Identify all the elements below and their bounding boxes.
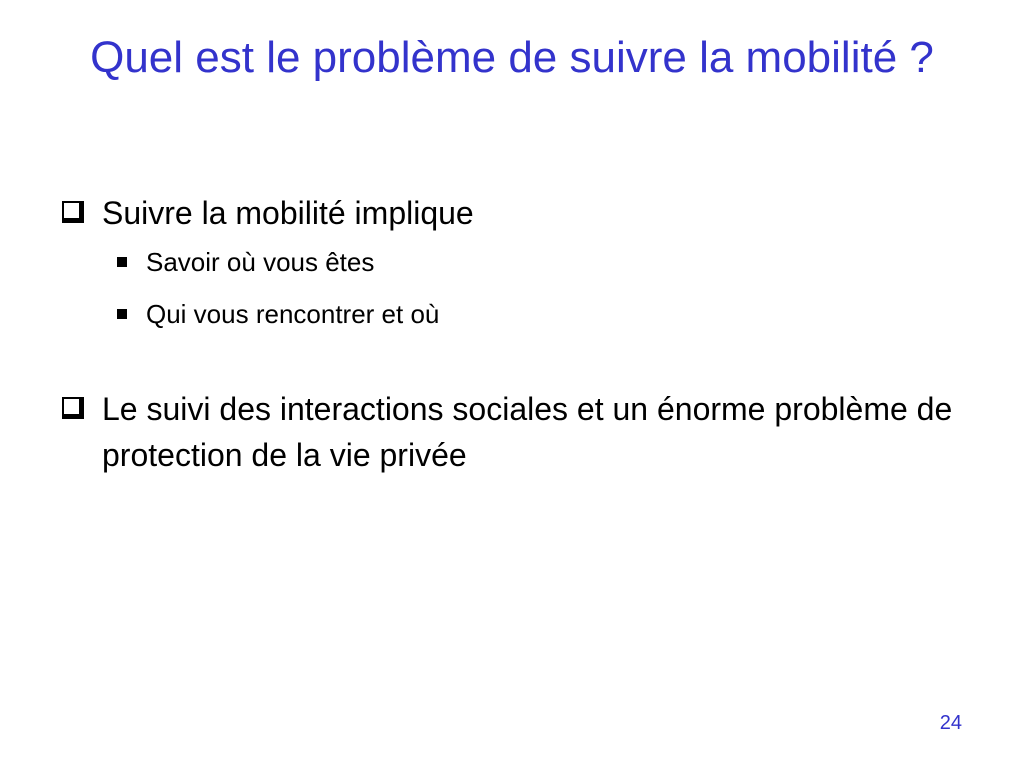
filled-square-bullet-icon [117,309,127,319]
sub-bullet-text: Qui vous rencontrer et où [146,299,440,329]
spacer [60,340,980,386]
slide-body [60,190,980,478]
hollow-square-bullet-icon [62,201,84,223]
page-number: 24 [939,712,962,734]
sub-bullet-item [60,288,980,340]
filled-square-bullet-icon [117,257,127,267]
hollow-square-bullet-icon [62,397,84,419]
bullet-item [60,190,980,236]
bullet-text: Le suivi des interactions sociales et un énorme problème de protection de la vie privée [102,391,953,473]
bullet-text: Suivre la mobilité implique [102,195,474,231]
bullet-item [60,386,980,478]
slide-title: Quel est le problème de suivre la mobilité ? [90,33,934,82]
sub-bullet-item [60,236,980,288]
sub-bullet-text: Savoir où vous êtes [146,247,375,277]
